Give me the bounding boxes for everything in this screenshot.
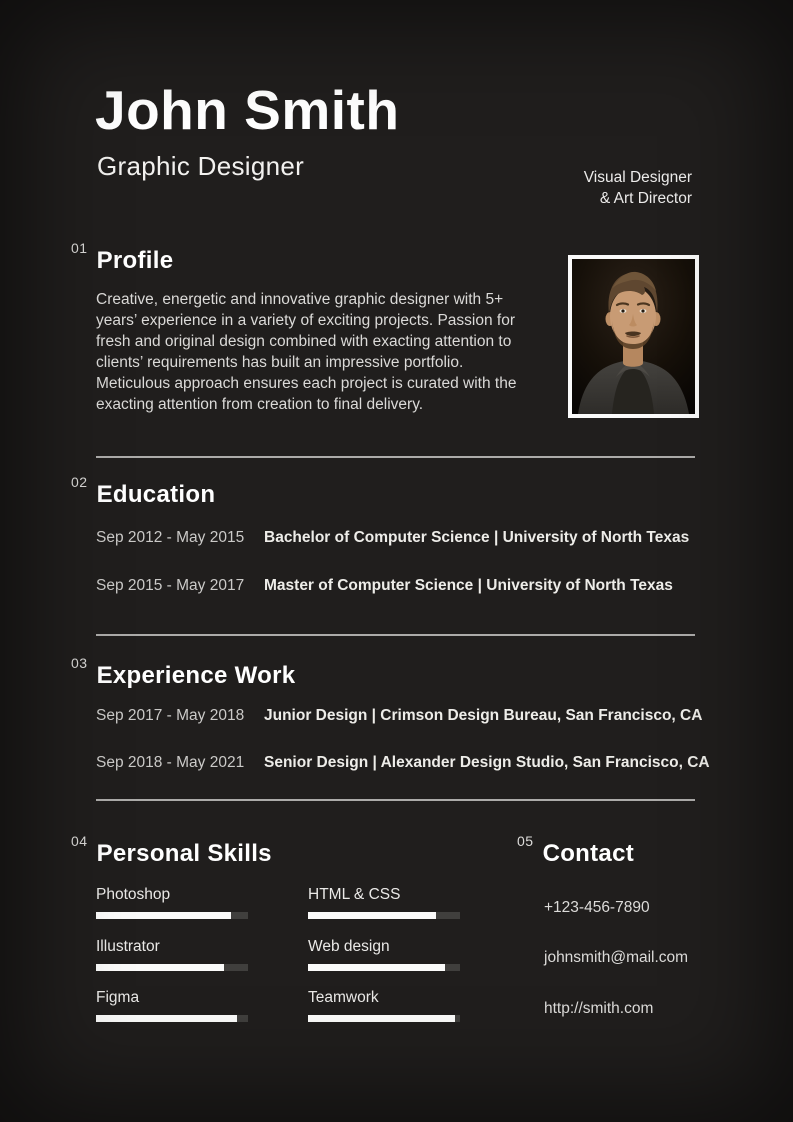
education-row	[96, 576, 673, 595]
contact-phone: +123-456-7890	[544, 899, 650, 916]
experience-position: Senior Design | Alexander Design Studio, San Francisco, CA	[264, 754, 710, 771]
skill-label: Figma	[96, 989, 140, 1006]
man-portrait-illustration	[572, 259, 695, 414]
skill-label: Teamwork	[308, 989, 379, 1006]
skill-item	[96, 886, 248, 919]
portrait-photo	[568, 255, 699, 418]
education-degree: Master of Computer Science | University of North Texas	[264, 577, 673, 594]
section-heading-skills	[71, 833, 272, 868]
experience-dates: Sep 2018 - May 2021	[96, 754, 245, 771]
section-heading-experience	[71, 655, 295, 690]
section-title: Profile	[96, 247, 174, 274]
tagline-line-2: & Art Director	[599, 190, 692, 207]
skill-bar-fill	[308, 964, 445, 971]
skill-bar	[308, 1015, 460, 1022]
skill-bar-fill	[96, 912, 231, 919]
contact-email: johnsmith@mail.com	[544, 949, 689, 966]
section-number: 04	[71, 833, 88, 849]
skill-label: Illustrator	[96, 938, 160, 955]
section-heading-contact	[517, 833, 634, 868]
skill-label: HTML & CSS	[308, 886, 401, 903]
profile-summary: Creative, energetic and innovative graphic designer with 5+ years’ experience in a variety of exciting projects. Passion for fresh and original design combined with exacting attention to clients’ requirements has built an impressive portfolio. Meticulous approach ensures each project is curated with the exacting attention from creation to final delivery.	[96, 291, 517, 413]
section-title: Education	[96, 481, 216, 508]
education-degree: Bachelor of Computer Science | University of North Texas	[264, 529, 690, 546]
section-number: 05	[517, 833, 534, 849]
section-number: 02	[71, 474, 88, 490]
skill-bar	[96, 1015, 248, 1022]
section-title: Personal Skills	[96, 840, 272, 867]
skill-label: Photoshop	[96, 886, 171, 903]
person-name: John Smith	[95, 79, 400, 141]
skill-item	[96, 938, 248, 971]
experience-position: Junior Design | Crimson Design Bureau, San Francisco, CA	[264, 707, 703, 724]
skill-item	[96, 989, 248, 1022]
skill-item	[308, 938, 460, 971]
skill-bar-fill	[96, 964, 224, 971]
education-dates: Sep 2012 - May 2015	[96, 529, 245, 546]
skill-bar-fill	[96, 1015, 237, 1022]
section-divider	[96, 799, 695, 801]
section-title: Contact	[542, 840, 635, 867]
skill-bar	[96, 964, 248, 971]
section-number: 03	[71, 655, 88, 671]
skill-bar	[308, 912, 460, 919]
education-dates: Sep 2015 - May 2017	[96, 577, 245, 594]
experience-row	[96, 706, 702, 725]
skill-label: Web design	[308, 938, 390, 955]
section-heading-education	[71, 474, 215, 509]
section-divider	[96, 456, 695, 458]
education-row	[96, 528, 689, 547]
contact-website: http://smith.com	[544, 1000, 654, 1017]
experience-dates: Sep 2017 - May 2018	[96, 707, 245, 724]
section-number: 01	[71, 240, 88, 256]
person-job-title: Graphic Designer	[97, 151, 305, 181]
section-title: Experience Work	[96, 662, 296, 689]
skill-item	[308, 989, 460, 1022]
section-divider	[96, 634, 695, 636]
skill-bar-fill	[308, 1015, 455, 1022]
experience-row	[96, 753, 710, 772]
skill-bar	[308, 964, 460, 971]
section-heading-profile	[71, 240, 173, 275]
tagline	[584, 167, 692, 209]
skill-item	[308, 886, 460, 919]
skill-bar-fill	[308, 912, 436, 919]
tagline-line-1: Visual Designer	[583, 169, 692, 186]
skill-bar	[96, 912, 248, 919]
